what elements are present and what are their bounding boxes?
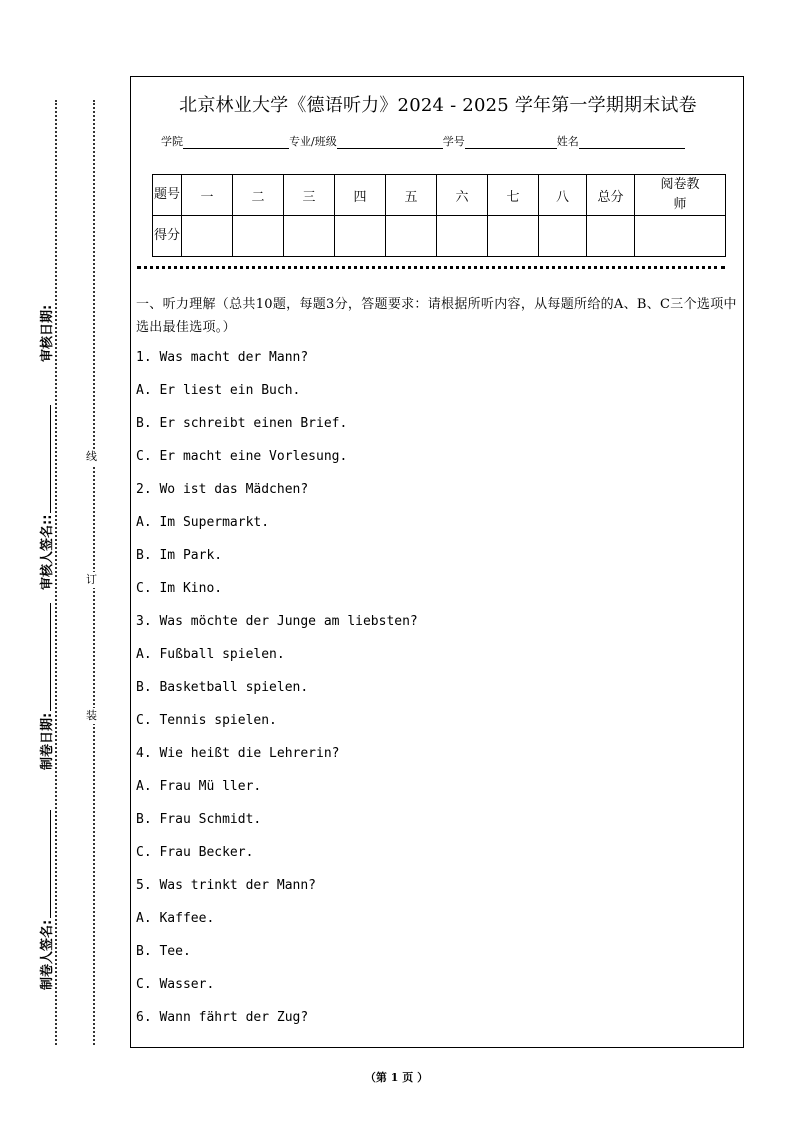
question-5: 5. Was trinkt der Mann?: [136, 878, 317, 893]
college-field[interactable]: [183, 136, 289, 149]
score-table: [152, 174, 726, 257]
major-field[interactable]: [337, 136, 443, 149]
creator-signature-line[interactable]: [40, 810, 51, 918]
column-7: 七: [488, 175, 539, 216]
creator-signature-label: 制卷人签名:: [40, 919, 55, 990]
major-label: 专业/班级: [289, 135, 337, 148]
creator-date-field: [36, 603, 55, 770]
exam-title: 北京林业大学《德语听力》2024 - 2025 学年第一学期期末试卷: [179, 95, 697, 116]
dotted-separator: [137, 266, 725, 269]
score-cell[interactable]: [488, 216, 539, 257]
creator-date-line[interactable]: [40, 603, 51, 711]
section-instruction: 一、听力理解（总共10题，每题3分，答题要求：请根据所听内容，从每题所给的A、B、C三个选项中选出最佳选项。）: [136, 297, 737, 335]
option-1b: B. Er schreibt einen Brief.: [136, 416, 348, 431]
option-1c: C. Er macht eine Vorlesung.: [136, 449, 348, 464]
exam-frame: [130, 76, 744, 1048]
option-5a: A. Kaffee.: [136, 911, 215, 926]
option-3b: B. Basketball spielen.: [136, 680, 309, 695]
column-2: 二: [233, 175, 284, 216]
reviewer-signature-label: 审核人签名::: [40, 514, 55, 590]
name-field[interactable]: [579, 136, 685, 149]
listening-section: [136, 293, 741, 1041]
score-cell[interactable]: [386, 216, 437, 257]
score-cell[interactable]: [284, 216, 335, 257]
student-id-label: 学号: [442, 135, 465, 148]
score-cell[interactable]: [335, 216, 386, 257]
option-4c: C. Frau Becker.: [136, 845, 254, 860]
column-grader: [635, 175, 726, 216]
option-2a: A. Im Supermarkt.: [136, 515, 270, 530]
column-5: 五: [386, 175, 437, 216]
reviewer-date-field: [36, 305, 55, 362]
option-4b: B. Frau Schmidt.: [136, 812, 262, 827]
reviewer-signature-line[interactable]: [40, 405, 51, 513]
score-cell-grader[interactable]: [635, 216, 726, 257]
score-cell-total[interactable]: [587, 216, 635, 257]
column-total: 总分: [587, 175, 635, 216]
column-4: 四: [335, 175, 386, 216]
college-label: 学院: [161, 135, 183, 148]
score-cell[interactable]: [182, 216, 233, 257]
option-2c: C. Im Kino.: [136, 581, 223, 596]
question-2: 2. Wo ist das Mädchen?: [136, 482, 309, 497]
question-3: 3. Was möchte der Junge am liebsten?: [136, 614, 418, 629]
option-5c: C. Wasser.: [136, 977, 215, 992]
creator-signature-field: [36, 810, 55, 990]
column-6: 六: [437, 175, 488, 216]
option-3c: C. Tennis spielen.: [136, 713, 277, 728]
score-cell[interactable]: [233, 216, 284, 257]
reviewer-signature-field: [36, 405, 55, 590]
student-info-row: [161, 133, 685, 149]
name-label: 姓名: [556, 135, 579, 148]
score-label: 得分: [153, 216, 182, 257]
question-4: 4. Wie heißt die Lehrerin?: [136, 746, 340, 761]
binding-mark-xian: 线: [86, 450, 97, 463]
score-cell[interactable]: [437, 216, 488, 257]
reviewer-date-label: 审核日期:: [40, 304, 55, 362]
binding-mark-zhuang: 装: [86, 709, 97, 722]
option-2b: B. Im Park.: [136, 548, 223, 563]
question-number-label: 题号: [153, 175, 182, 216]
grader-label: 阅卷教师: [660, 177, 700, 212]
student-id-field[interactable]: [465, 136, 557, 149]
option-5b: B. Tee.: [136, 944, 191, 959]
column-3: 三: [284, 175, 335, 216]
score-table-header-row: [153, 175, 726, 216]
score-cell[interactable]: [539, 216, 587, 257]
binding-mark-ding: 订: [86, 573, 97, 586]
option-4a: A. Frau Mü ller.: [136, 779, 262, 794]
option-1a: A. Er liest ein Buch.: [136, 383, 301, 398]
binding-dotted-line-outer: [55, 100, 57, 1045]
question-6: 6. Wann fährt der Zug?: [136, 1010, 309, 1025]
question-1: 1. Was macht der Mann?: [136, 350, 309, 365]
score-table-score-row: [153, 216, 726, 257]
creator-date-label: 制卷日期:: [40, 712, 55, 770]
column-1: 一: [182, 175, 233, 216]
column-8: 八: [539, 175, 587, 216]
option-3a: A. Fußball spielen.: [136, 647, 285, 662]
page-number: （第 1 页 ）: [364, 1071, 429, 1084]
